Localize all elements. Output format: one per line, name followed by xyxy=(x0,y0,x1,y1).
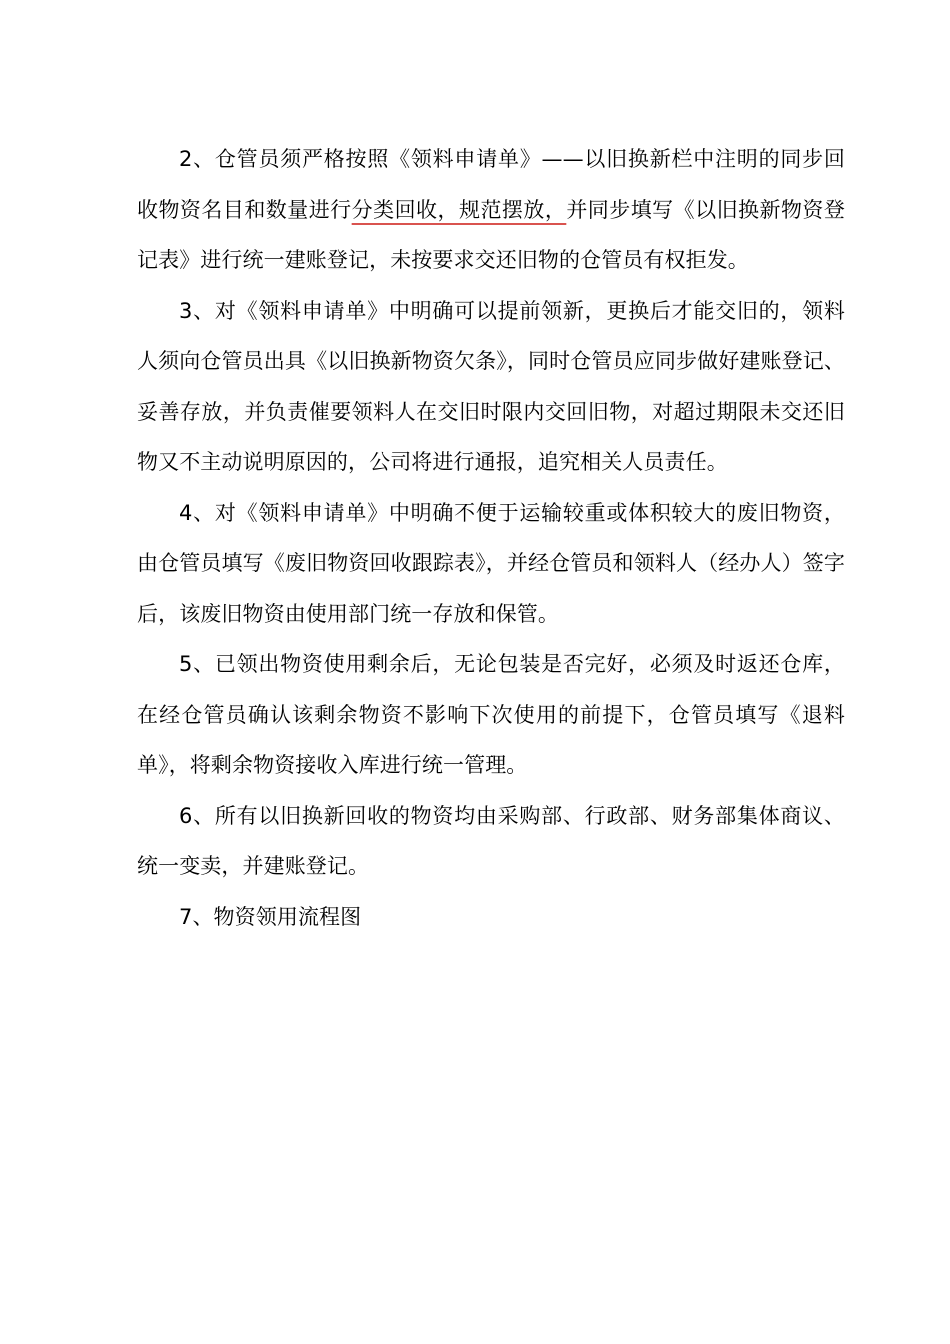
paragraph-2-text-start: 2、仓管员须严格按照《领料申请单》——以旧换新栏中注明的同步回收物资名目和数量进行 xyxy=(137,147,845,222)
document-body xyxy=(137,134,845,942)
spellcheck-underlined-text: 分类回收，规范摆放， xyxy=(351,197,567,222)
paragraph-6: 6、所有以旧换新回收的物资均由采购部、行政部、财务部集体商议、统一变卖，并建账登记。 xyxy=(137,803,845,878)
paragraph-7: 7、物资领用流程图 xyxy=(179,904,362,929)
paragraph-2-text-end: 并同步填写《以旧换新物资登记表》进行统一建账登记，未按要求交还旧物的仓管员有权拒发。 xyxy=(137,197,845,272)
paragraph-3: 3、对《领料申请单》中明确可以提前领新，更换后才能交旧的，领料人须向仓管员出具《以旧换新物资欠条》，同时仓管员应同步做好建账登记、妥善存放，并负责催要领料人在交旧时限内交回旧物，对超过期限未交还旧物又不主动说明原因的，公司将进行通报，追究相关人员责任。 xyxy=(137,298,845,474)
paragraph-5: 5、已领出物资使用剩余后，无论包装是否完好，必须及时返还仓库，在经仓管员确认该剩余物资不影响下次使用的前提下，仓管员填写《退料单》，将剩余物资接收入库进行统一管理。 xyxy=(137,652,845,777)
paragraph-4: 4、对《领料申请单》中明确不便于运输较重或体积较大的废旧物资，由仓管员填写《废旧物资回收跟踪表》，并经仓管员和领料人（经办人）签字后，该废旧物资由使用部门统一存放和保管。 xyxy=(137,500,845,626)
paragraph-2 xyxy=(137,134,845,286)
